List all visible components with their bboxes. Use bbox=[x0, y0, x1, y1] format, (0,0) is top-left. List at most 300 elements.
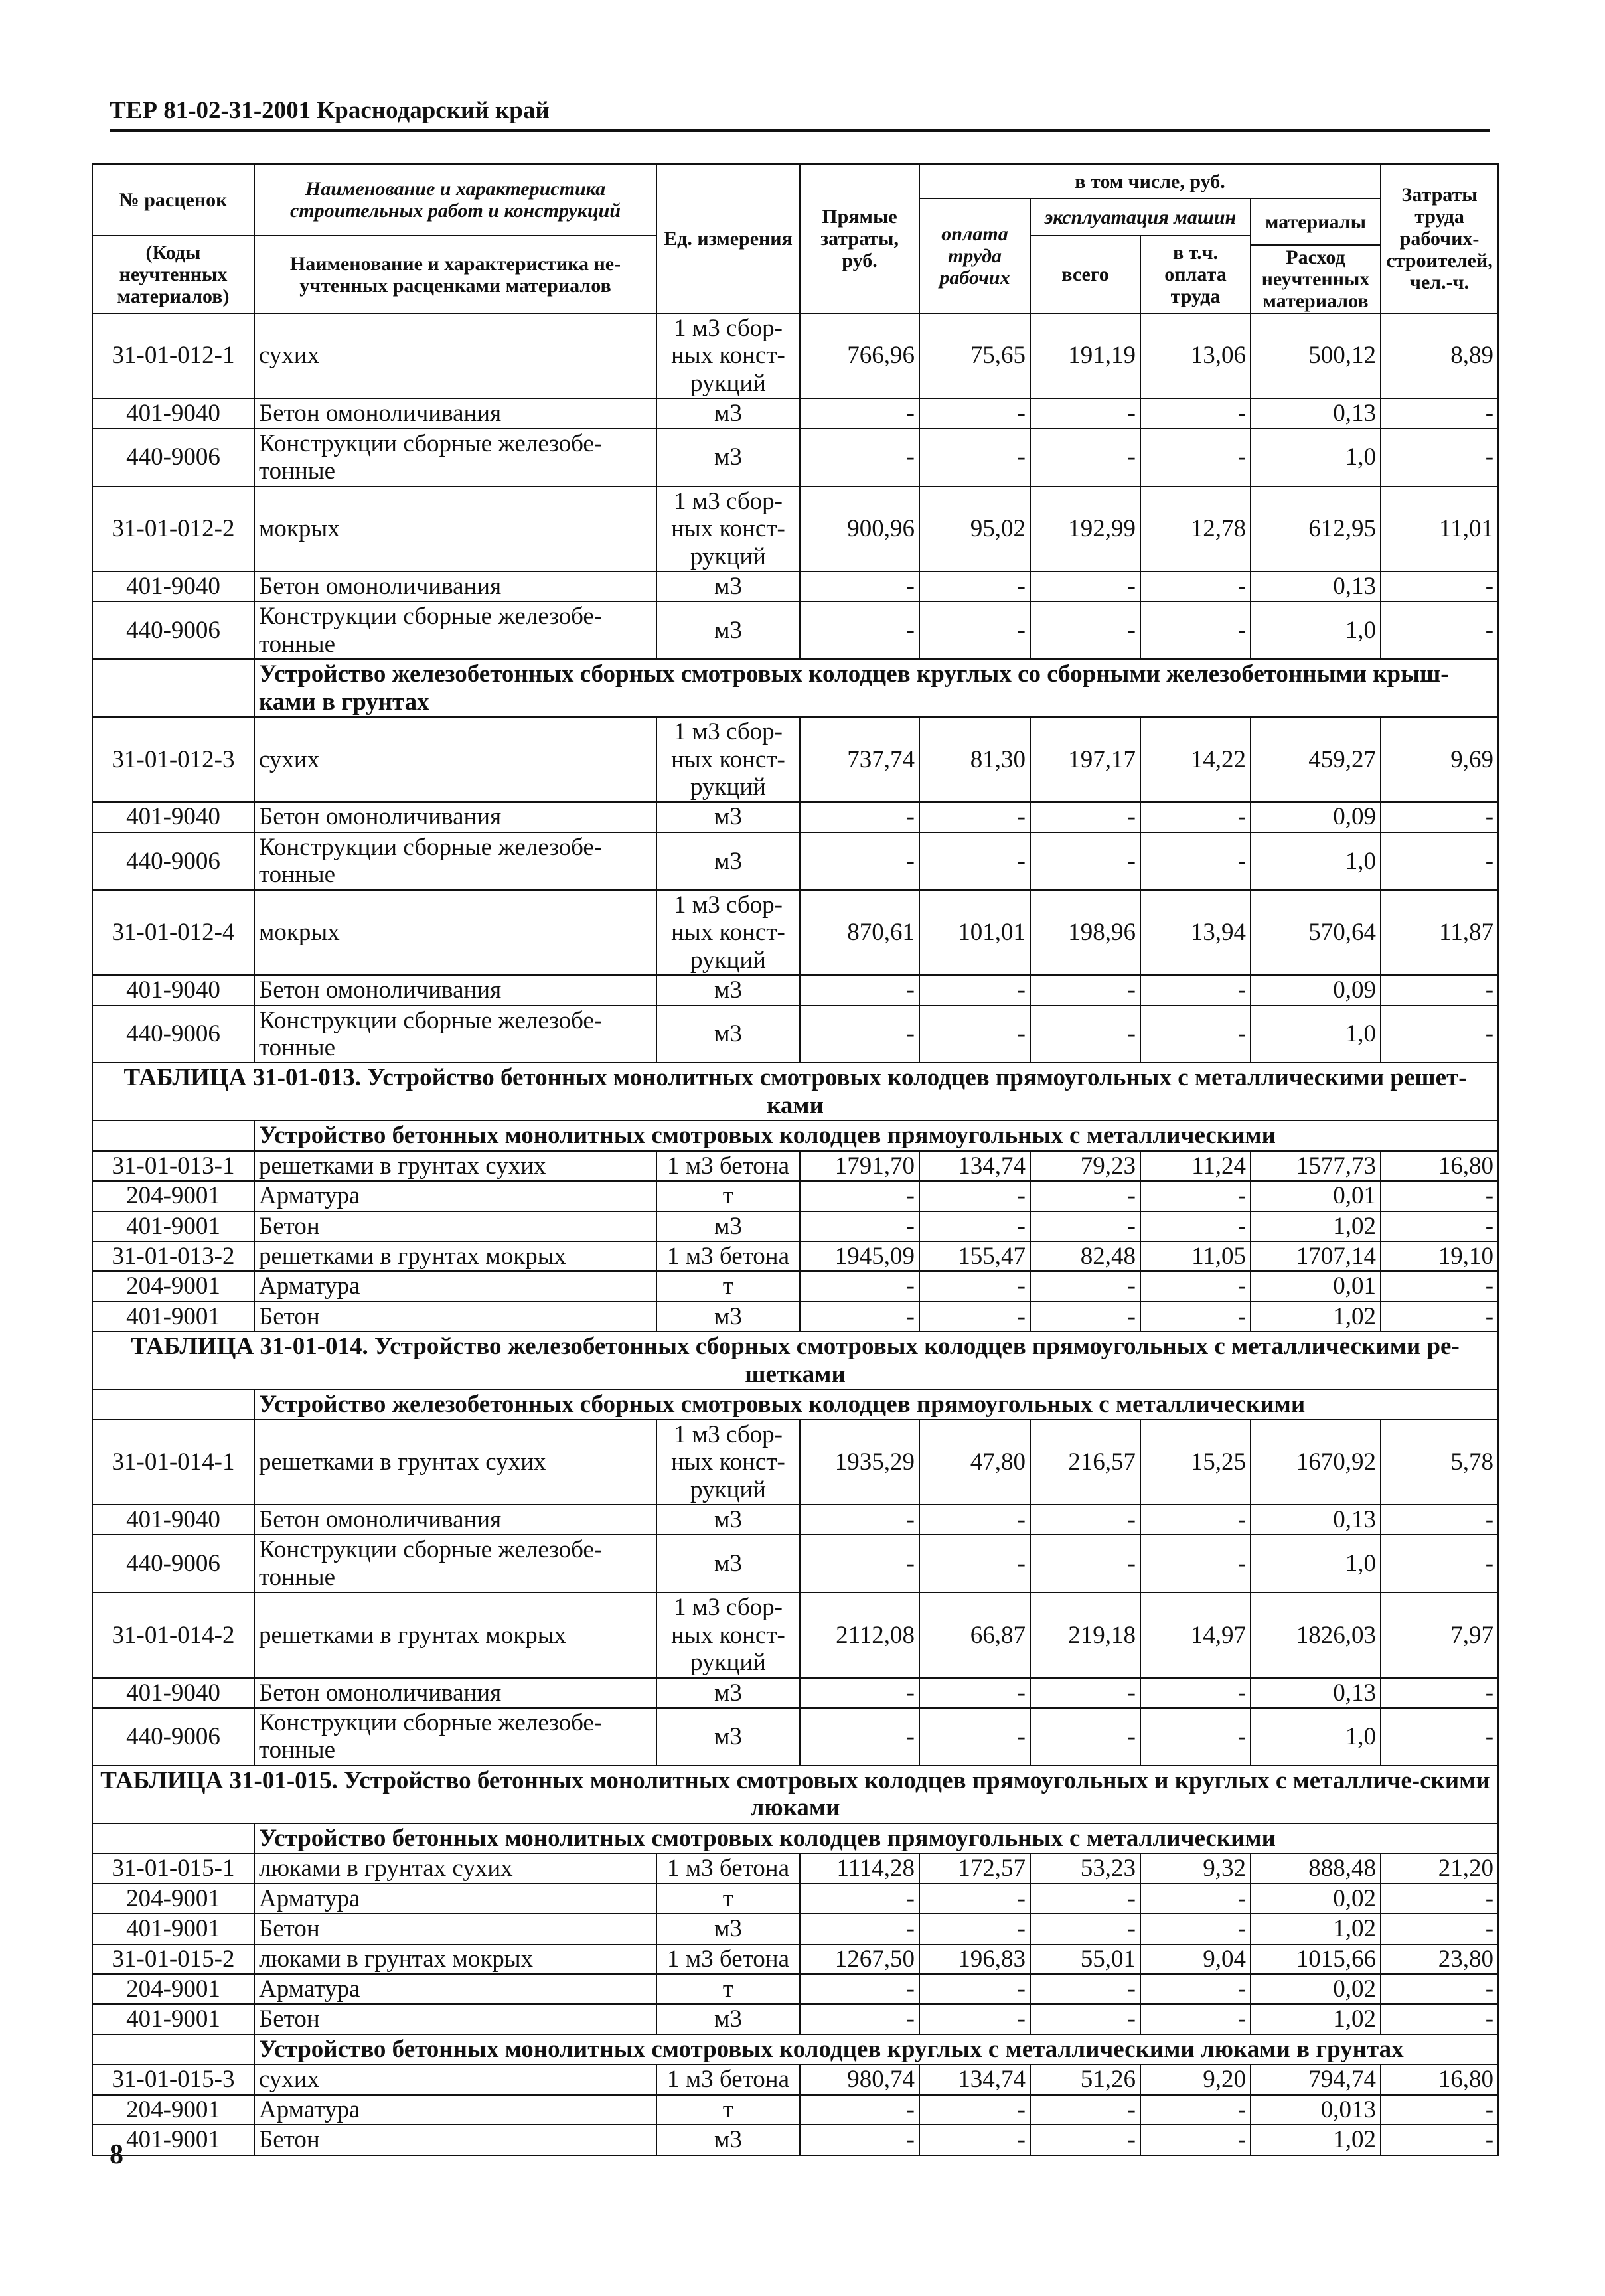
row-machines-labor: 11,24 bbox=[1140, 1151, 1251, 1181]
row-machines-labor: - bbox=[1140, 2095, 1251, 2125]
row-unit: 1 м3 сбор-ных конст-рукций bbox=[656, 487, 800, 572]
row-code: 31-01-012-3 bbox=[92, 717, 254, 802]
row-name: Арматура bbox=[254, 1181, 656, 1211]
row-machines-total: 55,01 bbox=[1030, 1944, 1140, 1974]
row-unit: 1 м3 бетона bbox=[656, 2064, 800, 2094]
row-materials: 1,0 bbox=[1251, 1006, 1381, 1063]
row-materials: 0,01 bbox=[1251, 1181, 1381, 1211]
row-code: 204-9001 bbox=[92, 1181, 254, 1211]
row-direct-cost: - bbox=[800, 572, 919, 601]
row-code: 401-9040 bbox=[92, 1505, 254, 1535]
row-materials: 0,13 bbox=[1251, 1678, 1381, 1708]
row-labor-hours: - bbox=[1381, 2125, 1498, 2155]
row-materials: 1,02 bbox=[1251, 1211, 1381, 1241]
row-labor-hours: - bbox=[1381, 802, 1498, 832]
row-materials: 888,48 bbox=[1251, 1853, 1381, 1883]
row-labor-hours: - bbox=[1381, 429, 1498, 487]
header-machines-total: всего bbox=[1030, 236, 1140, 313]
row-labor-hours: - bbox=[1381, 975, 1498, 1005]
row-labor-hours: 9,69 bbox=[1381, 717, 1498, 802]
row-materials: 0,13 bbox=[1251, 398, 1381, 428]
row-name: решетками в грунтах мокрых bbox=[254, 1592, 656, 1677]
row-materials: 1,0 bbox=[1251, 1708, 1381, 1766]
row-machines-total: - bbox=[1030, 1974, 1140, 2004]
group-title-text: Устройство бетонных монолитных смотровых колодцев прямоугольных с металлическими bbox=[254, 1823, 1498, 1853]
row-machines-total: 219,18 bbox=[1030, 1592, 1140, 1677]
row-labor-pay: - bbox=[919, 975, 1030, 1005]
row-machines-total: - bbox=[1030, 2125, 1140, 2155]
row-labor-pay: - bbox=[919, 1302, 1030, 1332]
row-name: Бетон омоноличивания bbox=[254, 1505, 656, 1535]
row-code: 401-9001 bbox=[92, 2004, 254, 2034]
row-unit: 1 м3 бетона bbox=[656, 1944, 800, 1974]
table-section-title bbox=[92, 1063, 1498, 1120]
row-machines-labor: - bbox=[1140, 429, 1251, 487]
row-code: 440-9006 bbox=[92, 601, 254, 659]
group-blank-cell bbox=[92, 659, 254, 717]
row-name: Бетон bbox=[254, 1211, 656, 1241]
row-code: 401-9040 bbox=[92, 802, 254, 832]
table-header bbox=[92, 164, 1498, 313]
section-title-text: ТАБЛИЦА 31-01-015. Устройство бетонных монолитных смотровых колодцев прямоугольных и круглых с металличе-скими люками bbox=[92, 1766, 1498, 1823]
row-machines-labor: - bbox=[1140, 1535, 1251, 1592]
row-unit: 1 м3 сбор-ных конст-рукций bbox=[656, 1592, 800, 1677]
row-direct-cost: - bbox=[800, 2125, 919, 2155]
row-machines-total: - bbox=[1030, 398, 1140, 428]
row-code: 31-01-015-3 bbox=[92, 2064, 254, 2094]
material-row bbox=[92, 2004, 1498, 2034]
row-machines-total: - bbox=[1030, 601, 1140, 659]
row-labor-hours: - bbox=[1381, 572, 1498, 601]
row-unit: м3 bbox=[656, 1302, 800, 1332]
row-machines-labor: - bbox=[1140, 1302, 1251, 1332]
row-direct-cost: - bbox=[800, 601, 919, 659]
row-machines-total: - bbox=[1030, 1271, 1140, 1301]
row-machines-total: 197,17 bbox=[1030, 717, 1140, 802]
material-row bbox=[92, 1914, 1498, 1944]
row-materials: 570,64 bbox=[1251, 890, 1381, 975]
row-labor-hours: - bbox=[1381, 1884, 1498, 1914]
material-row bbox=[92, 429, 1498, 487]
row-unit: м3 bbox=[656, 1535, 800, 1592]
row-machines-labor: 9,20 bbox=[1140, 2064, 1251, 2094]
row-unit: м3 bbox=[656, 429, 800, 487]
row-machines-labor: 15,25 bbox=[1140, 1420, 1251, 1505]
material-row bbox=[92, 802, 1498, 832]
row-machines-labor: - bbox=[1140, 832, 1251, 890]
row-direct-cost: 1791,70 bbox=[800, 1151, 919, 1181]
row-materials: 1,02 bbox=[1251, 1914, 1381, 1944]
row-machines-labor: 9,32 bbox=[1140, 1853, 1251, 1883]
row-labor-hours: - bbox=[1381, 1678, 1498, 1708]
row-labor-hours: 16,80 bbox=[1381, 1151, 1498, 1181]
header-unit: Ед. измерения bbox=[656, 164, 800, 313]
row-labor-pay: 75,65 bbox=[919, 313, 1030, 398]
material-row bbox=[92, 572, 1498, 601]
row-direct-cost: - bbox=[800, 832, 919, 890]
row-name: Бетон омоноличивания bbox=[254, 1678, 656, 1708]
row-code: 401-9001 bbox=[92, 2125, 254, 2155]
row-direct-cost: - bbox=[800, 1974, 919, 2004]
row-direct-cost: - bbox=[800, 1884, 919, 1914]
row-labor-pay: 81,30 bbox=[919, 717, 1030, 802]
material-row bbox=[92, 832, 1498, 890]
row-machines-labor: 9,04 bbox=[1140, 1944, 1251, 1974]
row-code: 440-9006 bbox=[92, 1006, 254, 1063]
row-machines-total: - bbox=[1030, 1006, 1140, 1063]
row-name: люками в грунтах мокрых bbox=[254, 1944, 656, 1974]
row-direct-cost: 980,74 bbox=[800, 2064, 919, 2094]
row-labor-pay: 172,57 bbox=[919, 1853, 1030, 1883]
row-labor-hours: 23,80 bbox=[1381, 1944, 1498, 1974]
row-unit: м3 bbox=[656, 1678, 800, 1708]
rate-row bbox=[92, 1241, 1498, 1271]
row-machines-labor: - bbox=[1140, 1271, 1251, 1301]
row-labor-pay: - bbox=[919, 601, 1030, 659]
row-direct-cost: 900,96 bbox=[800, 487, 919, 572]
row-name: Бетон bbox=[254, 2125, 656, 2155]
row-machines-total: - bbox=[1030, 572, 1140, 601]
material-row bbox=[92, 2095, 1498, 2125]
row-direct-cost: - bbox=[800, 1006, 919, 1063]
row-machines-labor: - bbox=[1140, 398, 1251, 428]
row-machines-total: - bbox=[1030, 1914, 1140, 1944]
row-direct-cost: - bbox=[800, 1181, 919, 1211]
row-materials: 1,0 bbox=[1251, 601, 1381, 659]
row-name: Конструкции сборные железобе-тонные bbox=[254, 601, 656, 659]
row-name: Бетон омоноличивания bbox=[254, 398, 656, 428]
row-unit: м3 bbox=[656, 1914, 800, 1944]
row-labor-hours: - bbox=[1381, 832, 1498, 890]
group-title-row bbox=[92, 2034, 1498, 2064]
row-materials: 1670,92 bbox=[1251, 1420, 1381, 1505]
header-incl: в том числе, руб. bbox=[919, 164, 1381, 198]
row-unit: 1 м3 сбор-ных конст-рукций bbox=[656, 313, 800, 398]
row-name: Конструкции сборные железобе-тонные bbox=[254, 429, 656, 487]
row-code: 31-01-014-2 bbox=[92, 1592, 254, 1677]
row-code: 31-01-013-2 bbox=[92, 1241, 254, 1271]
row-labor-hours: - bbox=[1381, 601, 1498, 659]
row-labor-pay: - bbox=[919, 1678, 1030, 1708]
row-name: Конструкции сборные железобе-тонные bbox=[254, 1708, 656, 1766]
row-labor-pay: - bbox=[919, 2125, 1030, 2155]
row-materials: 1,0 bbox=[1251, 832, 1381, 890]
row-labor-pay: 155,47 bbox=[919, 1241, 1030, 1271]
row-labor-hours: - bbox=[1381, 1211, 1498, 1241]
section-title-text: ТАБЛИЦА 31-01-014. Устройство железобетонных сборных смотровых колодцев прямоугольных с металлическими ре-шетками bbox=[92, 1332, 1498, 1389]
row-materials: 0,09 bbox=[1251, 802, 1381, 832]
row-name: Бетон омоноличивания bbox=[254, 802, 656, 832]
row-labor-hours: - bbox=[1381, 1708, 1498, 1766]
row-unit: м3 bbox=[656, 975, 800, 1005]
row-code: 440-9006 bbox=[92, 429, 254, 487]
row-direct-cost: 766,96 bbox=[800, 313, 919, 398]
row-direct-cost: - bbox=[800, 2095, 919, 2125]
row-machines-labor: 11,05 bbox=[1140, 1241, 1251, 1271]
row-labor-pay: 196,83 bbox=[919, 1944, 1030, 1974]
row-machines-labor: 13,94 bbox=[1140, 890, 1251, 975]
table-body bbox=[92, 313, 1498, 2155]
row-labor-pay: - bbox=[919, 1884, 1030, 1914]
header-machines-labor: в т.ч. оплата труда bbox=[1140, 236, 1251, 313]
row-materials: 0,01 bbox=[1251, 1271, 1381, 1301]
row-name: решетками в грунтах сухих bbox=[254, 1420, 656, 1505]
row-materials: 1015,66 bbox=[1251, 1944, 1381, 1974]
material-row bbox=[92, 1211, 1498, 1241]
row-code: 401-9040 bbox=[92, 572, 254, 601]
page-number: 8 bbox=[110, 2139, 123, 2170]
header-materials-sub: Расход неучтенных материалов bbox=[1251, 245, 1381, 313]
row-unit: м3 bbox=[656, 572, 800, 601]
row-code: 31-01-013-1 bbox=[92, 1151, 254, 1181]
row-machines-labor: - bbox=[1140, 1211, 1251, 1241]
row-unit: м3 bbox=[656, 832, 800, 890]
row-labor-hours: 21,20 bbox=[1381, 1853, 1498, 1883]
rate-row bbox=[92, 1944, 1498, 1974]
material-row bbox=[92, 601, 1498, 659]
row-materials: 1,02 bbox=[1251, 2125, 1381, 2155]
row-machines-total: - bbox=[1030, 1181, 1140, 1211]
row-code: 401-9001 bbox=[92, 1914, 254, 1944]
row-machines-labor: - bbox=[1140, 572, 1251, 601]
row-unit: т bbox=[656, 1181, 800, 1211]
row-materials: 1,0 bbox=[1251, 1535, 1381, 1592]
row-materials: 1,02 bbox=[1251, 2004, 1381, 2034]
row-labor-hours: - bbox=[1381, 1181, 1498, 1211]
material-row bbox=[92, 1678, 1498, 1708]
row-machines-labor: 12,78 bbox=[1140, 487, 1251, 572]
row-labor-pay: 134,74 bbox=[919, 2064, 1030, 2094]
material-row bbox=[92, 1271, 1498, 1301]
row-unit: 1 м3 сбор-ных конст-рукций bbox=[656, 890, 800, 975]
row-materials: 0,013 bbox=[1251, 2095, 1381, 2125]
row-direct-cost: - bbox=[800, 1535, 919, 1592]
material-row bbox=[92, 975, 1498, 1005]
row-name: мокрых bbox=[254, 487, 656, 572]
row-direct-cost: - bbox=[800, 1302, 919, 1332]
row-materials: 1577,73 bbox=[1251, 1151, 1381, 1181]
row-labor-pay: - bbox=[919, 1211, 1030, 1241]
material-row bbox=[92, 1535, 1498, 1592]
section-title-text: ТАБЛИЦА 31-01-013. Устройство бетонных монолитных смотровых колодцев прямоугольных с металлическими решет-ками bbox=[92, 1063, 1498, 1120]
row-code: 31-01-012-1 bbox=[92, 313, 254, 398]
group-blank-cell bbox=[92, 1389, 254, 1419]
material-row bbox=[92, 1708, 1498, 1766]
row-code: 440-9006 bbox=[92, 1535, 254, 1592]
row-direct-cost: 870,61 bbox=[800, 890, 919, 975]
table-section-title bbox=[92, 1332, 1498, 1389]
row-materials: 1,02 bbox=[1251, 1302, 1381, 1332]
row-labor-pay: - bbox=[919, 802, 1030, 832]
row-labor-pay: - bbox=[919, 398, 1030, 428]
row-labor-pay: 95,02 bbox=[919, 487, 1030, 572]
row-name: Конструкции сборные железобе-тонные bbox=[254, 832, 656, 890]
row-materials: 0,13 bbox=[1251, 572, 1381, 601]
row-name: сухих bbox=[254, 2064, 656, 2094]
material-row bbox=[92, 1006, 1498, 1063]
rate-row bbox=[92, 1592, 1498, 1677]
rate-row bbox=[92, 2064, 1498, 2094]
row-code: 401-9001 bbox=[92, 1211, 254, 1241]
row-code: 31-01-012-2 bbox=[92, 487, 254, 572]
row-labor-hours: 11,01 bbox=[1381, 487, 1498, 572]
row-direct-cost: - bbox=[800, 975, 919, 1005]
row-name: решетками в грунтах сухих bbox=[254, 1151, 656, 1181]
row-unit: т bbox=[656, 1271, 800, 1301]
row-code: 204-9001 bbox=[92, 1884, 254, 1914]
row-direct-cost: - bbox=[800, 429, 919, 487]
group-blank-cell bbox=[92, 2034, 254, 2064]
row-name: Конструкции сборные железобе-тонные bbox=[254, 1006, 656, 1063]
row-direct-cost: 1114,28 bbox=[800, 1853, 919, 1883]
material-row bbox=[92, 1505, 1498, 1535]
material-row bbox=[92, 1302, 1498, 1332]
row-machines-total: - bbox=[1030, 1302, 1140, 1332]
row-machines-labor: - bbox=[1140, 802, 1251, 832]
row-labor-pay: 47,80 bbox=[919, 1420, 1030, 1505]
row-labor-pay: - bbox=[919, 1006, 1030, 1063]
row-machines-labor: - bbox=[1140, 1505, 1251, 1535]
row-unit: т bbox=[656, 1974, 800, 2004]
row-labor-hours: - bbox=[1381, 1302, 1498, 1332]
row-code: 204-9001 bbox=[92, 1974, 254, 2004]
row-unit: м3 bbox=[656, 1708, 800, 1766]
row-direct-cost: - bbox=[800, 398, 919, 428]
row-labor-hours: - bbox=[1381, 1914, 1498, 1944]
rate-row bbox=[92, 1853, 1498, 1883]
row-code: 204-9001 bbox=[92, 2095, 254, 2125]
row-materials: 1707,14 bbox=[1251, 1241, 1381, 1271]
row-name: Бетон bbox=[254, 2004, 656, 2034]
row-materials: 612,95 bbox=[1251, 487, 1381, 572]
row-direct-cost: 2112,08 bbox=[800, 1592, 919, 1677]
row-unit: т bbox=[656, 1884, 800, 1914]
row-direct-cost: 1267,50 bbox=[800, 1944, 919, 1974]
row-machines-labor: - bbox=[1140, 1181, 1251, 1211]
rates-table bbox=[92, 163, 1499, 2156]
row-unit: м3 bbox=[656, 1505, 800, 1535]
row-materials: 0,02 bbox=[1251, 1974, 1381, 2004]
row-code: 204-9001 bbox=[92, 1271, 254, 1301]
group-title-row bbox=[92, 1389, 1498, 1419]
group-blank-cell bbox=[92, 1823, 254, 1853]
row-machines-labor: - bbox=[1140, 975, 1251, 1005]
row-direct-cost: - bbox=[800, 1914, 919, 1944]
group-title-text: Устройство бетонных монолитных смотровых колодцев круглых с металлическими люками в грунтах bbox=[254, 2034, 1498, 2064]
row-code: 31-01-012-4 bbox=[92, 890, 254, 975]
row-labor-hours: 11,87 bbox=[1381, 890, 1498, 975]
row-unit: т bbox=[656, 2095, 800, 2125]
group-title-text: Устройство железобетонных сборных смотровых колодцев круглых со сборными железобетонными крыш-ками в грунтах bbox=[254, 659, 1498, 717]
header-labor-pay: оплата труда рабочих bbox=[919, 198, 1030, 313]
row-machines-labor: 13,06 bbox=[1140, 313, 1251, 398]
row-machines-total: - bbox=[1030, 429, 1140, 487]
row-name: Бетон омоноличивания bbox=[254, 572, 656, 601]
row-machines-total: - bbox=[1030, 1535, 1140, 1592]
row-labor-pay: - bbox=[919, 1535, 1030, 1592]
row-machines-total: - bbox=[1030, 1678, 1140, 1708]
row-machines-total: - bbox=[1030, 975, 1140, 1005]
row-labor-pay: - bbox=[919, 1974, 1030, 2004]
row-code: 31-01-014-1 bbox=[92, 1420, 254, 1505]
row-machines-labor: - bbox=[1140, 2004, 1251, 2034]
rate-row bbox=[92, 487, 1498, 572]
row-labor-pay: - bbox=[919, 1914, 1030, 1944]
row-direct-cost: - bbox=[800, 1271, 919, 1301]
header-code: № расценок bbox=[92, 164, 254, 236]
rate-row bbox=[92, 1151, 1498, 1181]
row-labor-pay: - bbox=[919, 2095, 1030, 2125]
row-direct-cost: - bbox=[800, 1678, 919, 1708]
row-direct-cost: - bbox=[800, 1505, 919, 1535]
row-unit: 1 м3 бетона bbox=[656, 1241, 800, 1271]
row-materials: 1826,03 bbox=[1251, 1592, 1381, 1677]
row-name: Арматура bbox=[254, 1271, 656, 1301]
row-direct-cost: - bbox=[800, 1211, 919, 1241]
row-materials: 0,02 bbox=[1251, 1884, 1381, 1914]
row-name: Бетон омоноличивания bbox=[254, 975, 656, 1005]
row-labor-hours: - bbox=[1381, 1271, 1498, 1301]
row-materials: 794,74 bbox=[1251, 2064, 1381, 2094]
material-row bbox=[92, 1181, 1498, 1211]
group-title-row bbox=[92, 1823, 1498, 1853]
material-row bbox=[92, 1884, 1498, 1914]
header-code-sub: (Коды неучтенных материалов) bbox=[92, 236, 254, 313]
row-labor-hours: 19,10 bbox=[1381, 1241, 1498, 1271]
group-title-row bbox=[92, 1120, 1498, 1150]
row-labor-hours: - bbox=[1381, 1535, 1498, 1592]
header-name: Наименование и характеристика строительных работ и конструкций bbox=[254, 164, 656, 236]
rate-row bbox=[92, 890, 1498, 975]
row-machines-total: - bbox=[1030, 1211, 1140, 1241]
row-materials: 500,12 bbox=[1251, 313, 1381, 398]
header-name-sub: Наименование и характеристика не-учтенных расценками материалов bbox=[254, 236, 656, 313]
row-labor-pay: 66,87 bbox=[919, 1592, 1030, 1677]
header-rule bbox=[110, 129, 1490, 132]
row-name: решетками в грунтах мокрых bbox=[254, 1241, 656, 1271]
row-machines-labor: - bbox=[1140, 1006, 1251, 1063]
table-section-title bbox=[92, 1766, 1498, 1823]
row-direct-cost: - bbox=[800, 2004, 919, 2034]
row-machines-total: 191,19 bbox=[1030, 313, 1140, 398]
row-code: 401-9040 bbox=[92, 975, 254, 1005]
row-machines-total: - bbox=[1030, 802, 1140, 832]
row-materials: 1,0 bbox=[1251, 429, 1381, 487]
row-unit: м3 bbox=[656, 398, 800, 428]
row-labor-hours: - bbox=[1381, 1974, 1498, 2004]
rate-row bbox=[92, 313, 1498, 398]
row-machines-total: - bbox=[1030, 1884, 1140, 1914]
row-labor-pay: - bbox=[919, 2004, 1030, 2034]
row-machines-labor: - bbox=[1140, 1974, 1251, 2004]
row-unit: м3 bbox=[656, 1006, 800, 1063]
row-code: 31-01-015-2 bbox=[92, 1944, 254, 1974]
row-direct-cost: 1945,09 bbox=[800, 1241, 919, 1271]
row-code: 440-9006 bbox=[92, 832, 254, 890]
row-direct-cost: - bbox=[800, 802, 919, 832]
material-row bbox=[92, 1974, 1498, 2004]
row-name: Арматура bbox=[254, 1974, 656, 2004]
row-labor-hours: 8,89 bbox=[1381, 313, 1498, 398]
row-unit: 1 м3 бетона bbox=[656, 1853, 800, 1883]
document-header: ТЕР 81-02-31-2001 Краснодарский край bbox=[110, 97, 550, 124]
material-row bbox=[92, 398, 1498, 428]
row-machines-total: - bbox=[1030, 1708, 1140, 1766]
row-unit: м3 bbox=[656, 2125, 800, 2155]
row-materials: 0,13 bbox=[1251, 1505, 1381, 1535]
row-code: 401-9040 bbox=[92, 398, 254, 428]
row-machines-labor: - bbox=[1140, 1678, 1251, 1708]
